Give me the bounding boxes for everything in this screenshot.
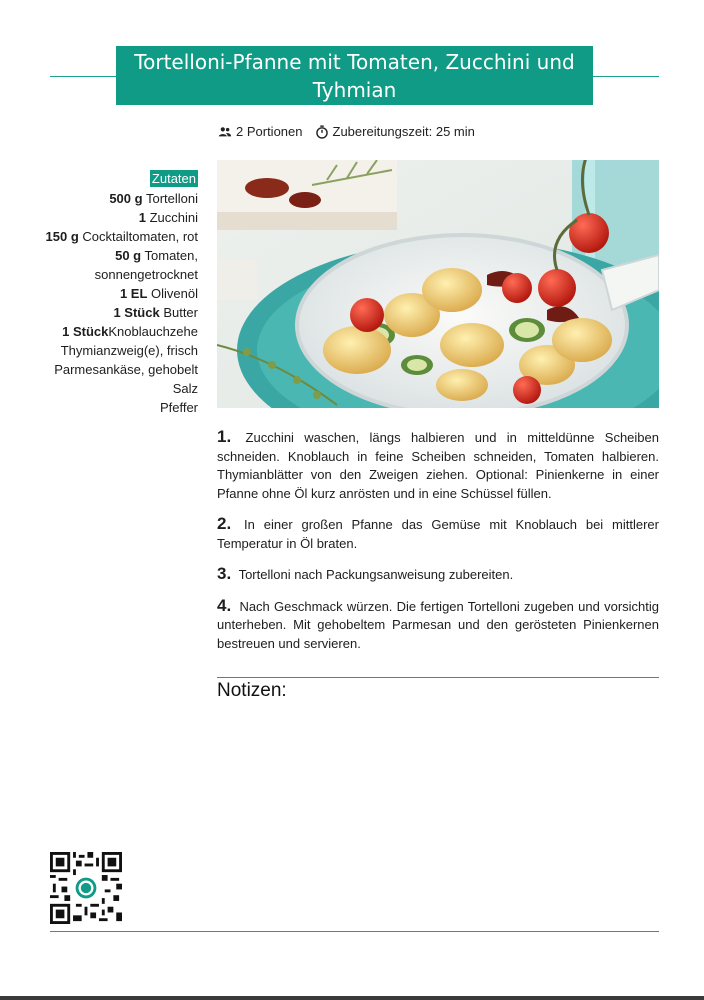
footer-rule (50, 931, 659, 932)
recipe-photo (217, 160, 659, 408)
ingredient-item: 50 g Tomaten, sonnengetrocknet (94, 248, 198, 282)
step-3: 3. Tortelloni nach Packungsanweisung zubereiten. (217, 564, 514, 583)
notes-rule (217, 677, 659, 678)
title-rule-left (50, 76, 116, 77)
step-1: 1. Zucchini waschen, längs halbieren und in mitteldünne Scheiben schneiden. Knoblauch in feine Scheiben schneiden, Tomaten halbieren. Thymianblätter von den Zweigen ziehen. Optional: Pinienkerne in einer Pfanne ohne Öl kurz anrösten und in eine Schüssel füllen. (217, 427, 659, 501)
ingredients-header: Zutaten (151, 171, 196, 186)
ingredient-item: 500 g Tortelloni (109, 191, 198, 206)
ingredients-list (40, 169, 198, 417)
title-rule-right (593, 76, 659, 77)
instructions (217, 428, 659, 665)
ingredient-item: 150 g Cocktailtomaten, rot (45, 229, 198, 244)
ingredient-item: 1 Zucchini (138, 210, 198, 225)
recipe-meta (218, 124, 475, 139)
prep-time-text: Zubereitungszeit: 25 min (332, 124, 475, 139)
page-bottom-border (0, 996, 704, 1000)
ingredient-item: 1 EL Olivenöl (119, 286, 198, 301)
ingredient-item: Salz (172, 381, 198, 396)
ingredient-item: 1 Stück Butter (113, 305, 198, 320)
step-4: 4. Nach Geschmack würzen. Die fertigen Tortelloni zugeben und vorsichtig unterheben. Mit gehobeltem Parmesan und den gerösteten Pinienkernen bestreuen und servieren. (217, 595, 659, 651)
ingredient-item: Parmesankäse, gehobelt (54, 362, 198, 377)
ingredient-item: Thymianzweig(e), frisch (60, 343, 198, 358)
recipe-title: Tortelloni-Pfanne mit Tomaten, Zucchini und Tyhmian (116, 46, 593, 105)
stopwatch-icon (315, 125, 329, 139)
notes-label: Notizen: (217, 680, 287, 701)
step-2: 2. In einer großen Pfanne das Gemüse mit Knoblauch bei mittlerer Temperatur in Öl braten. (217, 514, 659, 551)
qr-code[interactable] (50, 852, 122, 924)
ingredient-item: 1 StückKnoblauchzehe (62, 324, 198, 339)
portions-text: 2 Portionen (236, 124, 303, 139)
ingredient-item: Pfeffer (159, 400, 198, 415)
people-icon (218, 125, 232, 139)
